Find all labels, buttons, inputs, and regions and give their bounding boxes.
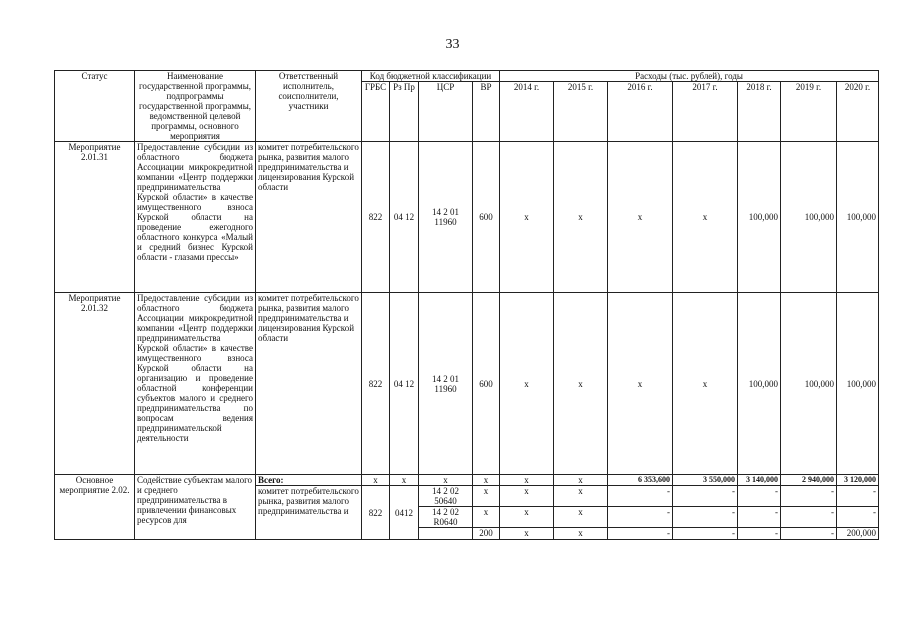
subrow-vr: x [473, 507, 500, 528]
row-name: Предоставление субсидии из областного бюджета Ассоциации микрокредитной компании «Центр поддержки предпринимательства Курской области» в качестве имущественного взноса Курской области на проведение ежегодного областного конкурса «Малый и средний бизнес Курской области - глазами прессы» [135, 142, 256, 293]
subrow-value: - [673, 486, 738, 507]
total-label: Всего: [256, 475, 362, 486]
table-row [55, 475, 879, 486]
total-value: 6 353,600 [608, 475, 673, 486]
subrow-value: - [781, 528, 837, 540]
header-csr: ЦСР [419, 82, 473, 142]
row-csr: 14 2 01 11960 [419, 293, 473, 475]
total-csr: x [419, 475, 473, 486]
main-event-rzpr: 0412 [390, 486, 419, 540]
header-responsible: Ответственный исполнитель, соисполнители, участники [256, 71, 362, 142]
total-value: x [554, 475, 608, 486]
row-status: Мероприятие 2.01.31 [55, 142, 135, 293]
subrow-value: x [554, 507, 608, 528]
header-rzpr: Рз Пр [390, 82, 419, 142]
subrow-value: - [608, 486, 673, 507]
subrow-value: - [738, 528, 781, 540]
subrow-value: x [500, 507, 554, 528]
subrow-value: - [673, 507, 738, 528]
row-value: x [673, 142, 738, 293]
row-value: x [500, 142, 554, 293]
total-value: 3 140,000 [738, 475, 781, 486]
row-vr: 600 [473, 293, 500, 475]
row-value: x [608, 293, 673, 475]
header-year: 2016 г. [608, 82, 673, 142]
row-value: x [673, 293, 738, 475]
row-rzpr: 04 12 [390, 142, 419, 293]
total-value: 3 550,000 [673, 475, 738, 486]
header-year: 2020 г. [837, 82, 879, 142]
row-status: Мероприятие 2.01.32 [55, 293, 135, 475]
header-status: Статус [55, 71, 135, 142]
row-value: x [608, 142, 673, 293]
subrow-csr [419, 528, 473, 540]
total-value: x [500, 475, 554, 486]
subrow-value: x [554, 486, 608, 507]
subrow-value: - [781, 507, 837, 528]
main-event-responsible: комитет потребительского рынка, развития малого предпринимательства и [256, 486, 362, 540]
row-value: 100,000 [837, 142, 879, 293]
header-code-group: Код бюджетной классификации [362, 71, 500, 82]
row-value: 100,000 [837, 293, 879, 475]
row-value: 100,000 [738, 293, 781, 475]
row-value: 100,000 [781, 293, 837, 475]
total-grbs: x [362, 475, 390, 486]
subrow-csr: 14 2 02 R0640 [419, 507, 473, 528]
total-value: 3 120,000 [837, 475, 879, 486]
subrow-value: - [673, 528, 738, 540]
subrow-vr: x [473, 486, 500, 507]
header-year: 2018 г. [738, 82, 781, 142]
total-vr: x [473, 475, 500, 486]
row-responsible: комитет потребительского рынка, развития малого предпринимательства и лицензирования Курской области [256, 293, 362, 475]
subrow-value: x [554, 528, 608, 540]
row-grbs: 822 [362, 142, 390, 293]
total-value: 2 940,000 [781, 475, 837, 486]
subrow-value: - [608, 507, 673, 528]
header-name: Наименование государственной программы, подпрограммы государственной программы, ведомственной целевой программы, основного мероприятия [135, 71, 256, 142]
row-grbs: 822 [362, 293, 390, 475]
subrow-value: - [738, 486, 781, 507]
row-csr: 14 2 01 11960 [419, 142, 473, 293]
header-vr: ВР [473, 82, 500, 142]
row-value: x [554, 142, 608, 293]
subrow-value: - [781, 486, 837, 507]
budget-table [54, 70, 879, 540]
header-year: 2019 г. [781, 82, 837, 142]
total-rzpr: x [390, 475, 419, 486]
subrow-value: - [837, 507, 879, 528]
table-row [55, 293, 879, 475]
header-grbs: ГРБС [362, 82, 390, 142]
subrow-value: - [837, 486, 879, 507]
page-number: 33 [445, 37, 460, 52]
row-value: 100,000 [781, 142, 837, 293]
row-name: Предоставление субсидии из областного бюджета Ассоциации микрокредитной компании «Центр поддержки предпринимательства Курской области» в качестве имущественного взноса Курской области на организацию и проведение областной конференции субъектов малого и среднего предпринимательства по вопросам ведения предпринимательской деятельности [135, 293, 256, 475]
subrow-csr: 14 2 02 50640 [419, 486, 473, 507]
row-value: 100,000 [738, 142, 781, 293]
table-row [55, 142, 879, 293]
row-rzpr: 04 12 [390, 293, 419, 475]
subrow-value: - [738, 507, 781, 528]
subrow-value: 200,000 [837, 528, 879, 540]
row-value: x [554, 293, 608, 475]
subrow-value: x [500, 528, 554, 540]
header-expenses-group: Расходы (тыс. рублей), годы [500, 71, 879, 82]
main-event-name: Содействие субъектам малого и среднего предпринимательства в привлечении финансовых ресурсов для [135, 475, 256, 540]
row-vr: 600 [473, 142, 500, 293]
row-value: x [500, 293, 554, 475]
header-year: 2015 г. [554, 82, 608, 142]
header-year: 2014 г. [500, 82, 554, 142]
main-event-grbs: 822 [362, 486, 390, 540]
subrow-value: - [608, 528, 673, 540]
subrow-value: x [500, 486, 554, 507]
row-responsible: комитет потребительского рынка, развития малого предпринимательства и лицензирования Курской области [256, 142, 362, 293]
header-year: 2017 г. [673, 82, 738, 142]
subrow-vr: 200 [473, 528, 500, 540]
main-event-status: Основное мероприятие 2.02. [55, 475, 135, 540]
